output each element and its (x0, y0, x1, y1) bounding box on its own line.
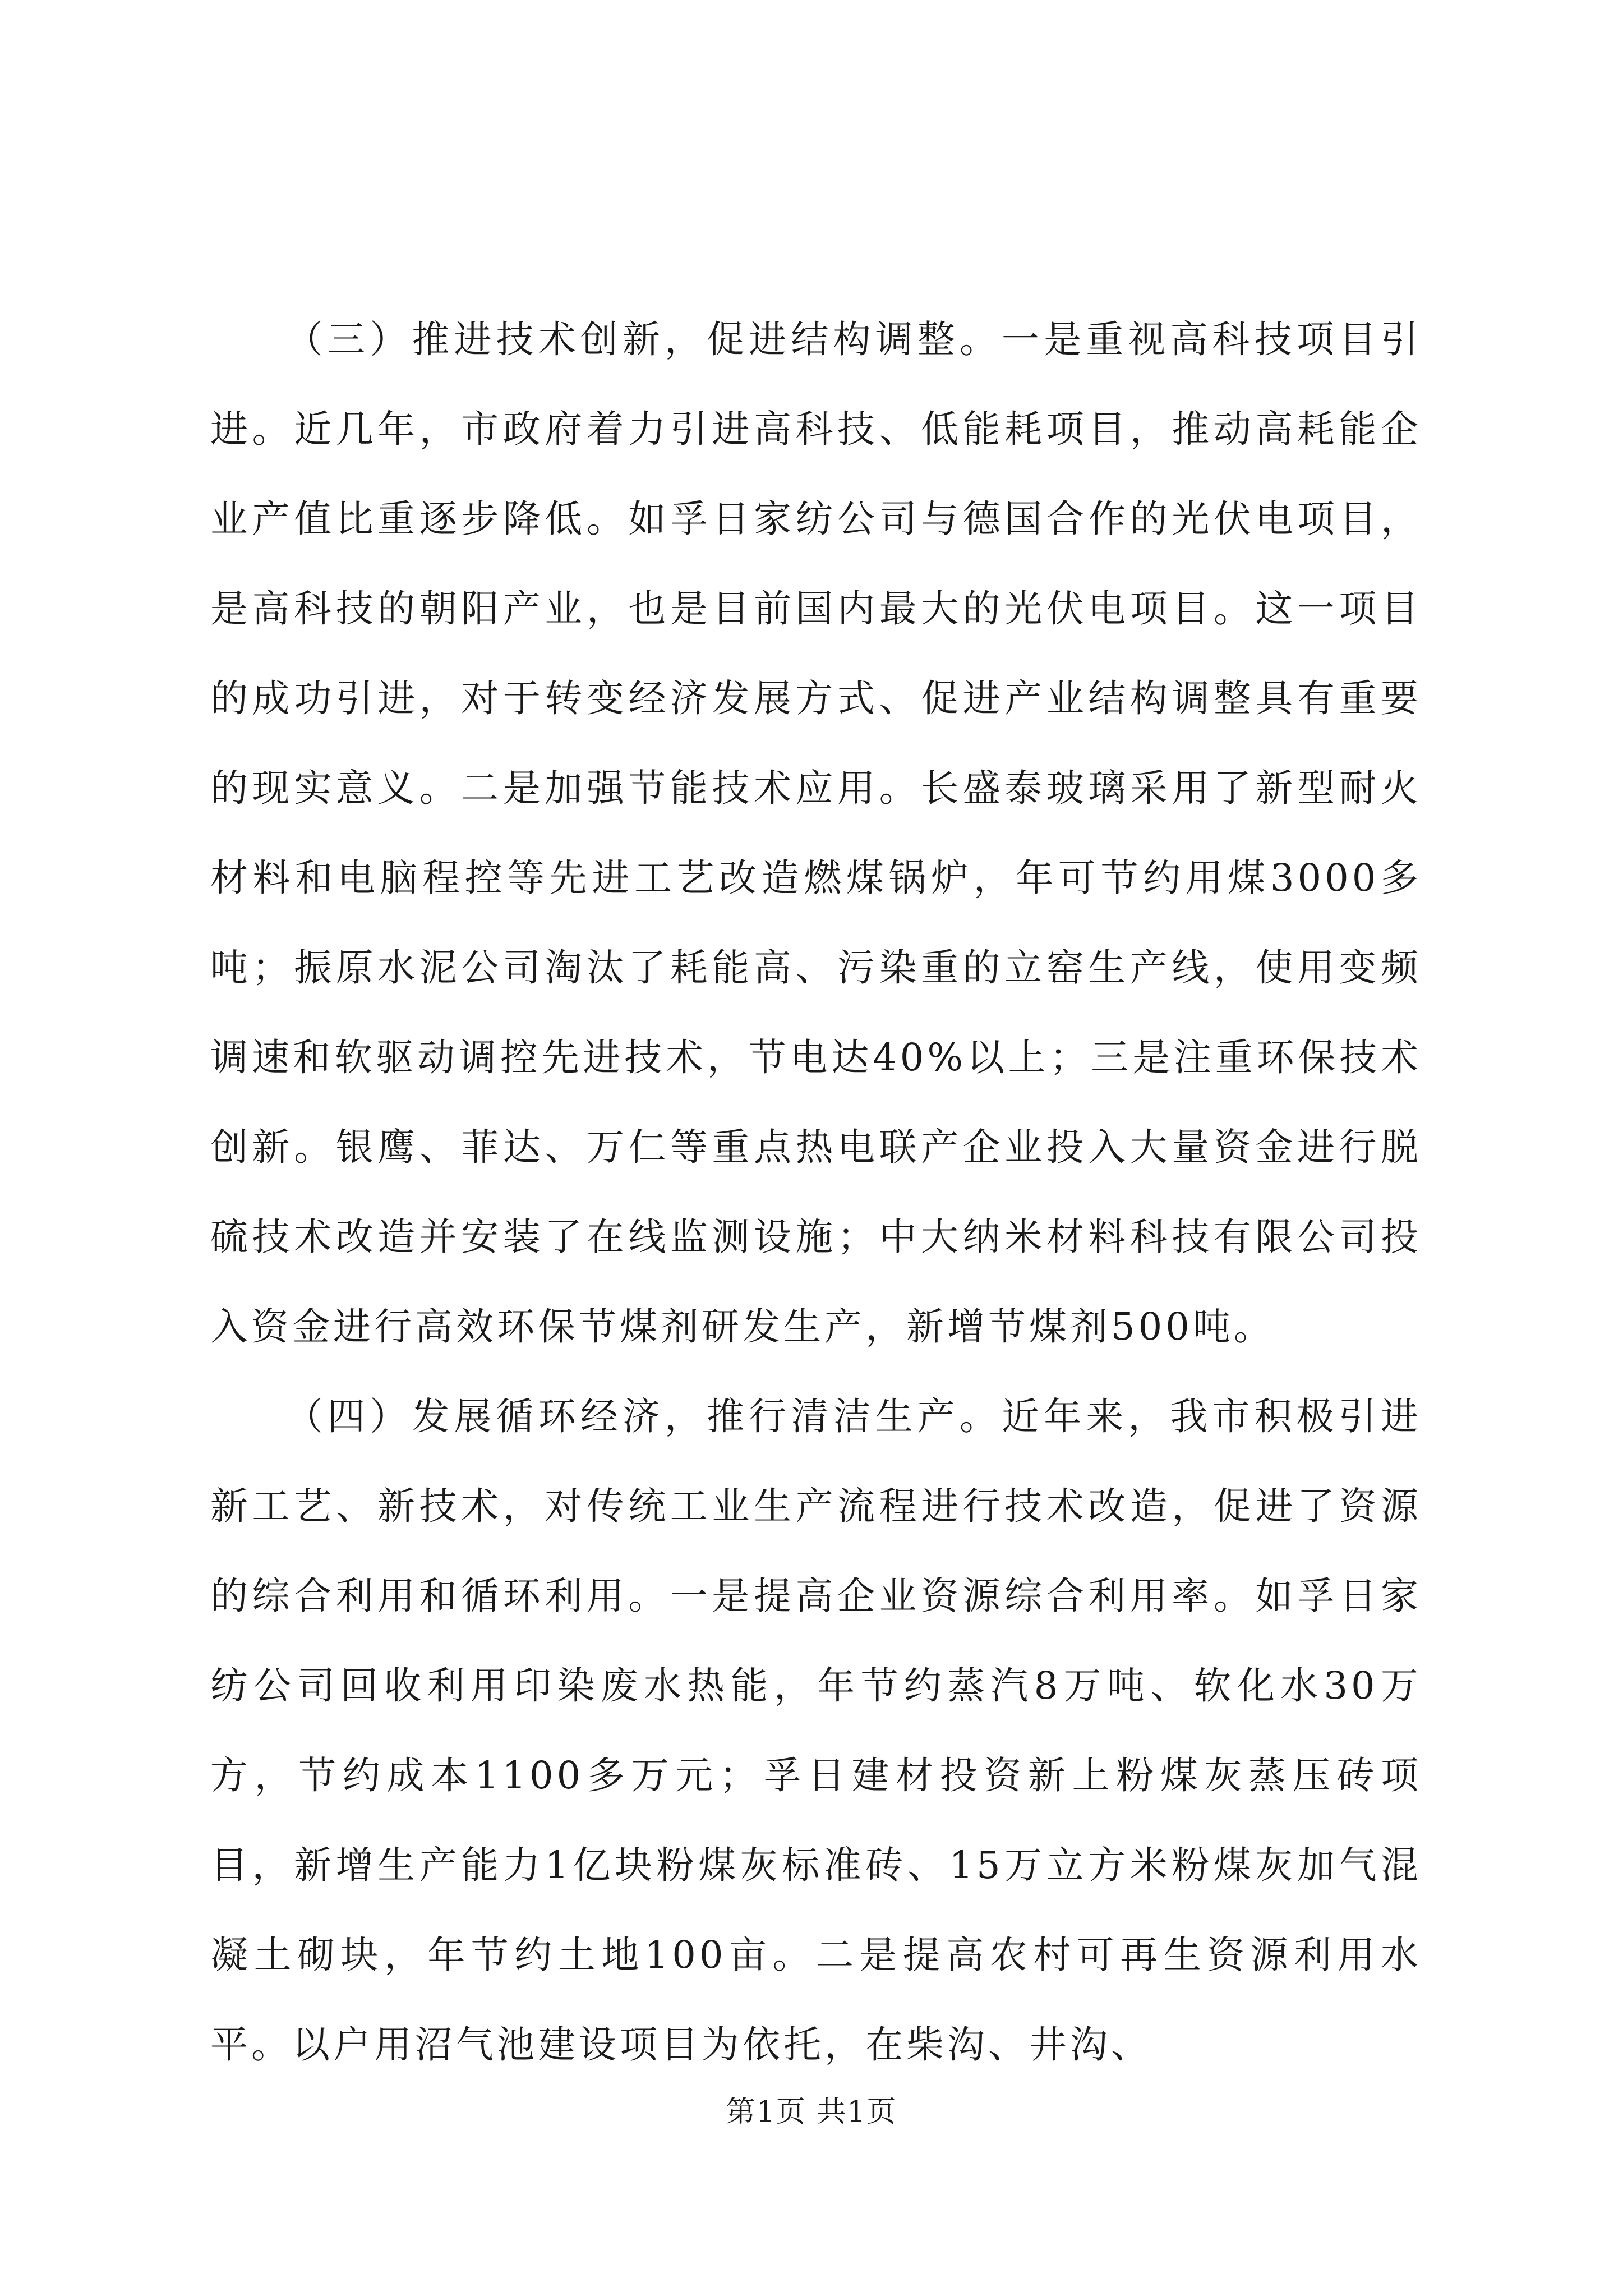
paragraph-section-three: （三）推进技术创新，促进结构调整。一是重视高科技项目引进。近几年，市政府着力引进高科技、低能耗项目，推动高耗能企业产值比重逐步降低。如孚日家纺公司与德国合作的光伏电项目，是高科技的朝阳产业，也是目前国内最大的光伏电项目。这一项目的成功引进，对于转变经济发展方式、促进产业结构调整具有重要的现实意义。二是加强节能技术应用。长盛泰玻璃采用了新型耐火材料和电脑程控等先进工艺改造燃煤锅炉，年可节约用煤3000多吨；振原水泥公司淘汰了耗能高、污染重的立窑生产线，使用变频调速和软驱动调控先进技术，节电达40%以上；三是注重环保技术创新。银鹰、菲达、万仁等重点热电联产企业投入大量资金进行脱硫技术改造并安装了在线监测设施；中大纳米材料科技有限公司投入资金进行高效环保节煤剂研发生产，新增节煤剂500吨。 (210, 318, 1422, 1349)
page-number-label: 第1页 共1页 (726, 2095, 897, 2129)
document-body (210, 295, 1422, 2090)
page-footer (0, 2092, 1623, 2132)
paragraph-section-four: （四）发展循环经济，推行清洁生产。近年来，我市积极引进新工艺、新技术，对传统工业生产流程进行技术改造，促进了资源的综合利用和循环利用。一是提高企业资源综合利用率。如孚日家纺公司回收利用印染废水热能，年节约蒸汽8万吨、软化水30万方，节约成本1100多万元；孚日建材投资新上粉煤灰蒸压砖项目，新增生产能力1亿块粉煤灰标准砖、15万立方米粉煤灰加气混凝土砌块，年节约土地100亩。二是提高农村可再生资源利用水平。以户用沼气池建设项目为依托，在柴沟、井沟、 (210, 1395, 1422, 2067)
